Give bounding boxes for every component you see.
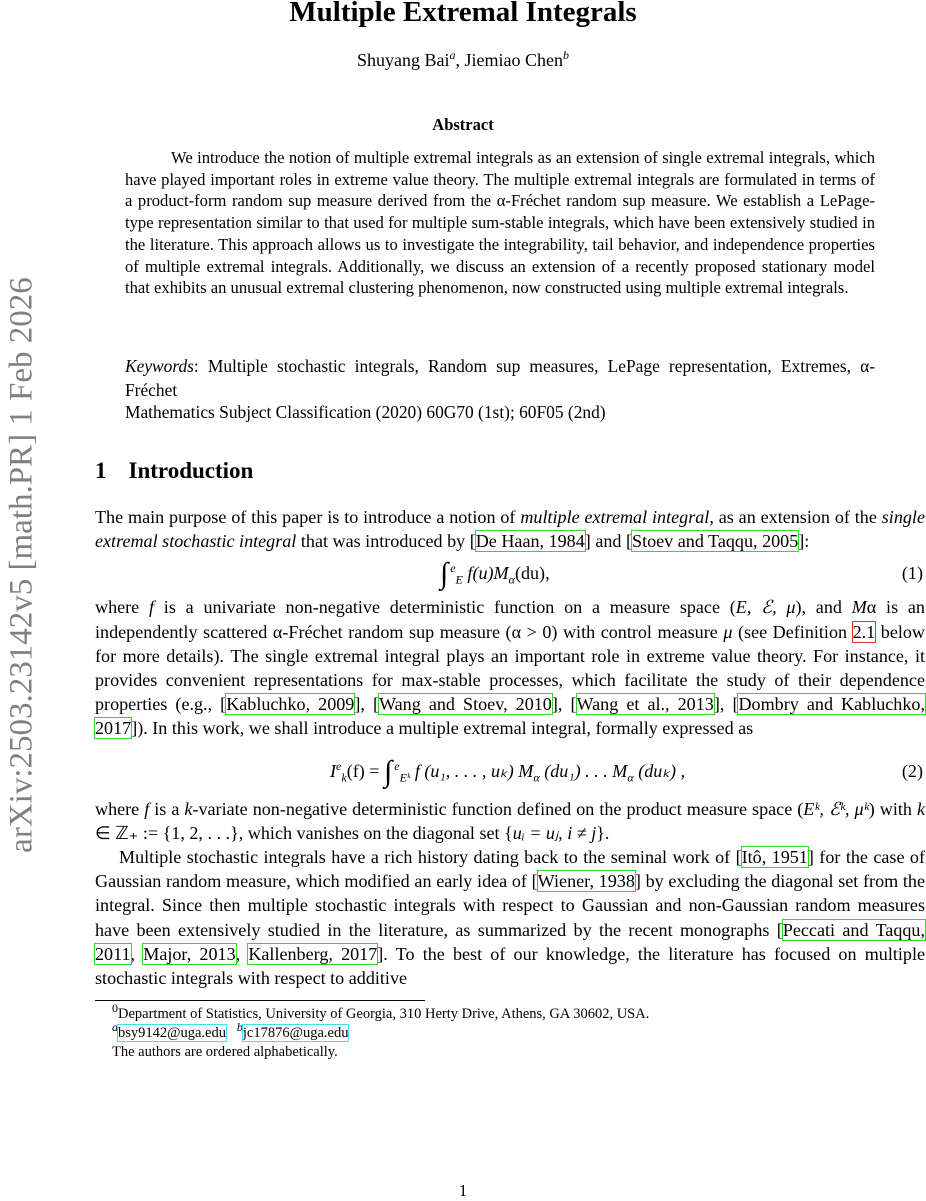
authors <box>0 50 926 71</box>
equation-2 <box>95 751 925 791</box>
citation-link[interactable]: Wang and Stoev, 2010 <box>379 694 552 715</box>
text-run: ], [ <box>713 694 739 715</box>
abstract-heading: Abstract <box>432 115 494 134</box>
author-mark: b <box>562 48 569 62</box>
paragraph <box>95 595 925 740</box>
citation-link[interactable]: Major, 2013 <box>143 943 236 964</box>
footnote-affiliation <box>112 1001 925 1024</box>
text-run: , <box>130 943 144 964</box>
integral-sign: ∫ <box>440 557 449 591</box>
footnote-rule <box>95 1000 425 1001</box>
emphasis-text: E, ℰ, μ <box>735 597 796 618</box>
body-flow <box>95 505 925 1062</box>
affiliation-text: Department of Statistics, University of Georgia, 310 Herty Drive, Athens, GA 30602, USA. <box>118 1006 650 1023</box>
equation-number: (1) <box>901 563 923 584</box>
text-run: ] by excluding the diagonal set from the integral. Since then multiple stochastic integrals with respect to Gaussian and non-Gaussian random measures have been extensively studied in the literature, as summarized by the recent monographs [ <box>95 871 925 940</box>
emphasis-text: f <box>144 798 150 819</box>
emphasis-text: f <box>148 597 155 618</box>
text-run: ] and [ <box>584 531 632 552</box>
integrand: f (u₁, . . . , uₖ) M <box>414 760 534 781</box>
text-run: ) with <box>868 798 917 819</box>
lhs-sub: k <box>341 770 347 785</box>
lhs: I <box>330 760 337 781</box>
emphasis-text: uᵢ = uⱼ, i ≠ j <box>512 822 597 843</box>
keywords <box>125 354 875 402</box>
text-run: ], [ <box>551 694 577 715</box>
author-name: Jiemiao Chen <box>464 50 563 70</box>
paragraph <box>95 845 925 990</box>
alpha-sub: α <box>627 770 634 785</box>
integral-lower: Eᵏ <box>399 770 411 785</box>
text-run: α is an independently scattered α-Fréchet random sup measure (α > 0) with control measure <box>95 597 925 642</box>
integrand-mid: (du₁) . . . M <box>539 760 628 781</box>
lhs-sup: e <box>336 758 342 773</box>
text-run: where <box>95 597 149 618</box>
equation-number: (2) <box>901 760 923 781</box>
equation-1 <box>95 553 925 593</box>
section-number: 1 <box>95 458 107 483</box>
citation-link[interactable]: Stoev and Taqqu, 2005 <box>632 531 799 552</box>
citation-link[interactable]: Dombry and Kabluchko, 2017 <box>95 694 925 739</box>
citation-link[interactable]: Wang et al., 2013 <box>576 694 714 715</box>
email-link-a[interactable]: bsy9142@uga.edu <box>118 1025 226 1042</box>
text-run: where <box>95 798 145 819</box>
text-run: , <box>235 943 249 964</box>
footnote-mark: b <box>236 1020 243 1035</box>
citation-link[interactable]: Kabluchko, 2009 <box>226 694 355 715</box>
abstract-text: We introduce the notion of multiple extremal integrals as an extension of single extremal integrals, which have played important roles in extreme value theory. The multiple extremal integrals are formulated in terms of a product-form random sup measure derived from the α-Fréchet random sup measure. We establish a LePage-type representation similar to that used for multiple sum-stable integrals, which have been extensively studied in the literature. This approach allows us to investigate the integrability, tail behavior, and independence properties of multiple extremal integrals. Additionally, we discuss an extension of a recently proposed stationary model that exhibits an unusual extremal clustering phenomenon, now constructed using multiple extremal integrals. <box>125 148 875 298</box>
text-run: ]. To the best of our knowledge, the literature has focused on multiple stochastic integrals with respect to additive <box>95 943 926 989</box>
integral-lower: E <box>455 573 463 588</box>
integrand-tail: (du), <box>514 563 550 584</box>
text-run: The main purpose of this paper is to introduce a notion of <box>95 507 521 527</box>
email-link-b[interactable]: jc17876@uga.edu <box>242 1025 349 1042</box>
equation-body <box>440 553 550 593</box>
text-run: (see Definition <box>732 621 853 642</box>
emphasis-text: k <box>184 798 193 819</box>
footnote-note: The authors are ordered alphabetically. <box>112 1044 338 1061</box>
emphasis-text: Eᵏ, ℰᵏ, μᵏ <box>803 798 869 819</box>
arxiv-stamp: arXiv:2503.23142v5 [math.PR] 1 Feb 2026 <box>3 277 40 853</box>
emphasis-text: k <box>916 798 925 819</box>
text-run: ], [ <box>354 694 380 715</box>
integral-upper: e <box>450 561 456 576</box>
author-separator: , <box>455 50 465 70</box>
equation-body <box>330 751 685 791</box>
page-number: 1 <box>458 1181 468 1200</box>
text-run: }. <box>596 822 610 843</box>
section-heading <box>95 458 253 484</box>
lhs-tail: (f) = <box>346 760 380 781</box>
paragraph <box>95 797 925 845</box>
emphasis-text: multiple extremal integral <box>520 507 710 527</box>
text-run: , as an extension of the <box>709 507 882 527</box>
citation-link[interactable]: Itô, 1951 <box>741 847 808 868</box>
text-run: below for more details). The single extremal integral plays an important role in extreme value theory. For instance, it provides convenient representations for max-stable processes, which facilitate the study of their dependence properties (e.g., [ <box>95 621 925 715</box>
citation-link[interactable]: Wiener, 1938 <box>537 871 635 892</box>
footnote-mark: 0 <box>112 1001 118 1016</box>
msc-classification: Mathematics Subject Classification (2020) 60G70 (1st); 60F05 (2nd) <box>125 402 606 422</box>
emphasis-text: single extremal stochastic integral <box>95 507 925 552</box>
text-run: Multiple stochastic integrals have a rich history dating back to the seminal work of [ <box>119 847 742 868</box>
text-run: ] for the case of Gaussian random measure, which modified an early idea of [ <box>95 847 925 892</box>
integrand-tail: (duₖ) , <box>633 760 686 781</box>
text-run: that was introduced by [ <box>296 531 476 552</box>
reference-link[interactable]: 2.1 <box>852 621 876 642</box>
author-name: Shuyang Bai <box>357 50 450 70</box>
integral-upper: e <box>394 758 400 773</box>
emphasis-text: M <box>851 597 867 618</box>
keywords-label: Keywords <box>125 356 194 376</box>
author-mark: a <box>449 48 456 62</box>
keywords-text: : Multiple stochastic integrals, Random sup measures, LePage representation, Extremes, α-Fréchet <box>125 356 875 400</box>
footnote-mark: a <box>112 1020 118 1035</box>
text-run: ), and <box>795 597 852 618</box>
text-run: ]: <box>798 531 810 552</box>
footnote-emails <box>112 1020 925 1043</box>
alpha-sub: α <box>533 770 540 785</box>
paper-title: Multiple Extremal Integrals <box>289 0 637 28</box>
section-title: Introduction <box>128 458 254 483</box>
paragraph <box>95 505 925 553</box>
text-run: is a univariate non-negative deterministic function on a measure space ( <box>154 597 736 618</box>
alpha-sub: α <box>508 573 515 588</box>
text-run: ]). In this work, we shall introduce a multiple extremal integral, formally expressed as <box>131 718 754 739</box>
citation-link[interactable]: Peccati and Taqqu, 2011 <box>95 919 926 964</box>
integrand: f(u)M <box>467 563 509 584</box>
emphasis-text: μ <box>723 621 733 642</box>
integral-sign: ∫ <box>384 754 393 788</box>
text-run: -variate non-negative deterministic function defined on the product measure space ( <box>192 798 804 819</box>
text-run: ∈ ℤ₊ := {1, 2, . . .}, which vanishes on the diagonal set { <box>95 822 513 843</box>
citation-link[interactable]: De Haan, 1984 <box>475 531 585 552</box>
footnotes <box>112 1001 925 1062</box>
citation-link[interactable]: Kallenberg, 2017 <box>248 943 378 964</box>
text-run: is a <box>149 798 185 819</box>
